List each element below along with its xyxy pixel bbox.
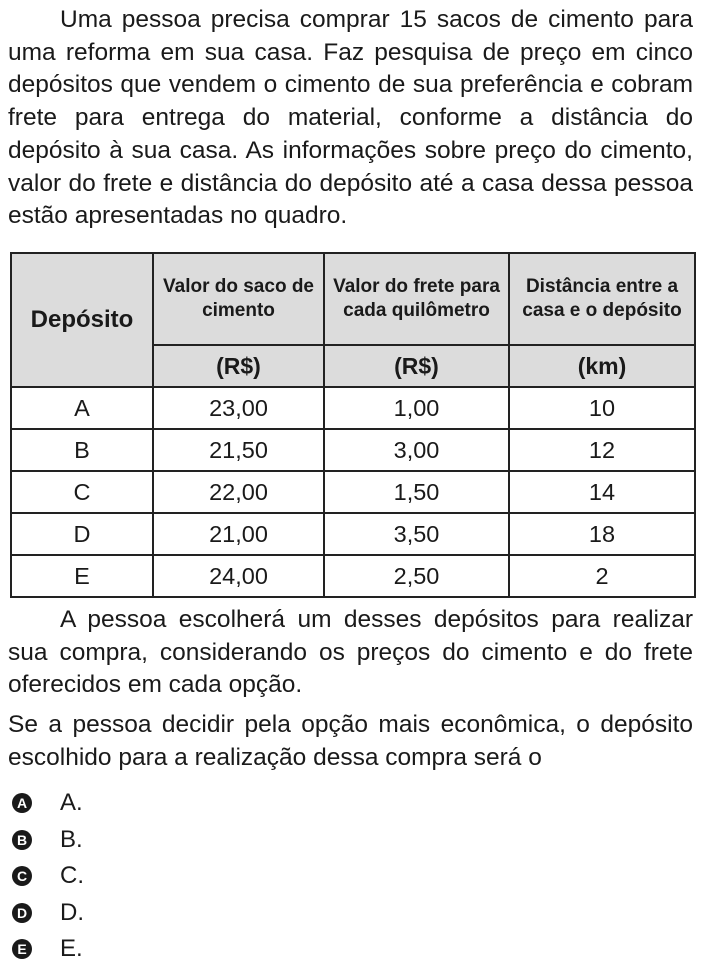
unit-distancia: (km) (509, 345, 695, 387)
letter-d-icon: D (12, 903, 32, 923)
option-label: D. (60, 898, 84, 926)
option-label: A. (60, 789, 83, 817)
table-row (11, 429, 695, 471)
cell: A (11, 387, 153, 429)
cell: 23,00 (153, 387, 324, 429)
option-label: B. (60, 825, 83, 853)
letter-c-icon: C (12, 866, 32, 886)
cell: 18 (509, 513, 695, 555)
cell: 2,50 (324, 555, 509, 597)
cell: 3,00 (324, 429, 509, 471)
table-row (11, 513, 695, 555)
letter-b-icon: B (12, 830, 32, 850)
cell: 1,50 (324, 471, 509, 513)
cell: D (11, 513, 153, 555)
price-table (10, 252, 696, 598)
header-valor-saco: Valor do saco de cimento (153, 253, 324, 345)
table-row (11, 555, 695, 597)
cell: 14 (509, 471, 695, 513)
cell: 12 (509, 429, 695, 471)
question-text: Se a pessoa decidir pela opção mais econômica, o depósito escolhido para a realização dessa compra será o (8, 711, 693, 771)
cell: 1,00 (324, 387, 509, 429)
option-d[interactable] (12, 895, 84, 932)
cell: E (11, 555, 153, 597)
cell: C (11, 471, 153, 513)
cell: 24,00 (153, 555, 324, 597)
table-header-row (11, 253, 695, 345)
cell: 2 (509, 555, 695, 597)
option-a[interactable] (12, 785, 84, 822)
option-b[interactable] (12, 822, 84, 859)
answer-options (12, 785, 84, 968)
option-e[interactable] (12, 931, 84, 968)
cell: 22,00 (153, 471, 324, 513)
intro-paragraph: Uma pessoa precisa comprar 15 sacos de cimento para uma reforma em sua casa. Faz pesquisa de preço em cinco depósitos que vendem o cimento de sua preferência e cobram frete para entrega do material, conforme a distância do depósito à sua casa. As informações sobre preço do cimento, valor do frete e distância do depósito até a casa dessa pessoa estão apresentadas no quadro. (8, 6, 693, 230)
cell: 10 (509, 387, 695, 429)
unit-valor-saco: (R$) (153, 345, 324, 387)
letter-e-icon: E (12, 939, 32, 959)
option-label: E. (60, 935, 83, 963)
cell: B (11, 429, 153, 471)
option-label: C. (60, 862, 84, 890)
option-c[interactable] (12, 858, 84, 895)
header-valor-frete: Valor do frete para cada quilômetro (324, 253, 509, 345)
unit-valor-frete: (R$) (324, 345, 509, 387)
cell: 21,50 (153, 429, 324, 471)
context-paragraph: A pessoa escolherá um desses depósitos para realizar sua compra, considerando os preços do cimento e do frete oferecidos em cada opção. (8, 606, 693, 699)
letter-a-icon: A (12, 793, 32, 813)
header-distancia: Distância entre a casa e o depósito (509, 253, 695, 345)
cell: 21,00 (153, 513, 324, 555)
table-row (11, 387, 695, 429)
header-deposito: Depósito (11, 253, 153, 387)
cell: 3,50 (324, 513, 509, 555)
table-row (11, 471, 695, 513)
